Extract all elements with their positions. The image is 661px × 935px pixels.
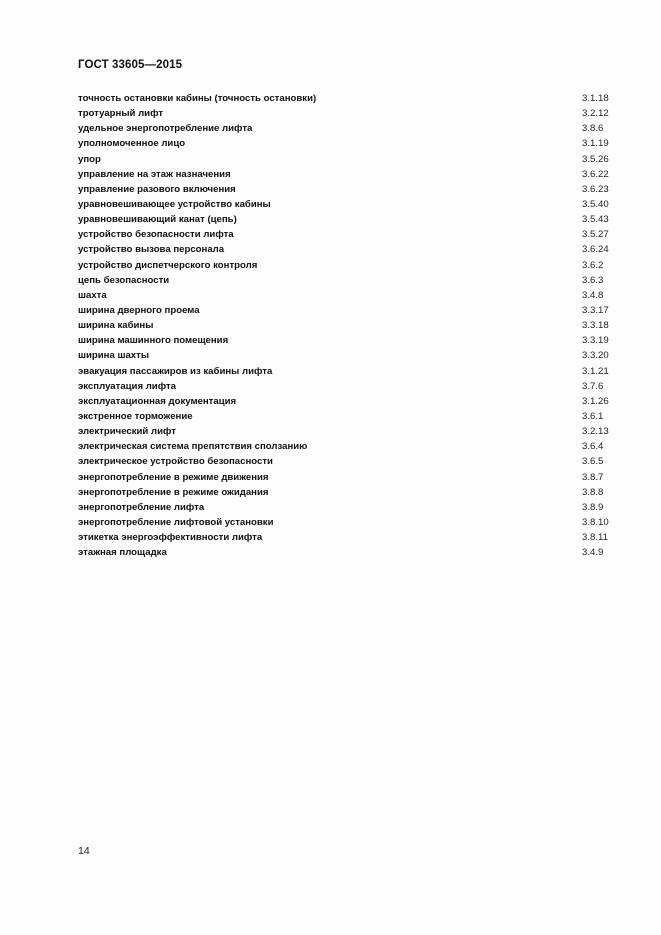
index-row: [78, 303, 618, 318]
index-row: [78, 545, 618, 560]
index-row: [78, 258, 618, 273]
index-term: этажная площадка: [78, 547, 167, 559]
index-ref: 3.8.11: [582, 532, 608, 544]
index-row: [78, 91, 618, 106]
index-row: [78, 439, 618, 454]
page-number: 14: [78, 845, 90, 857]
index-row: [78, 333, 618, 348]
index-row: [78, 470, 618, 485]
index-ref: 3.6.4: [582, 441, 604, 453]
index-ref: 3.6.2: [582, 259, 604, 271]
index-row: [78, 318, 618, 333]
index-ref: 3.1.18: [582, 93, 609, 104]
index-term: ширина машинного помещения: [78, 335, 229, 347]
index-row: [78, 485, 618, 500]
index-ref: 3.6.5: [582, 456, 604, 468]
index-ref: 3.5.27: [582, 229, 609, 241]
index-ref: 3.2.12: [582, 108, 609, 120]
index-row: [78, 530, 618, 545]
index-row: [78, 409, 618, 424]
index-ref: 3.6.1: [582, 410, 604, 422]
index-row: [78, 424, 618, 439]
index-ref: 3.1.19: [582, 138, 609, 150]
index-row: [78, 364, 618, 379]
index-ref: 3.4.8: [582, 289, 604, 301]
index-term: уравновешивающий канат (цепь): [78, 214, 237, 226]
index-row: [78, 212, 618, 227]
index-row: [78, 136, 618, 151]
index-term: удельное энергопотребление лифта: [78, 123, 253, 135]
index-ref: 3.4.9: [582, 547, 604, 559]
index-term: цепь безопасности: [78, 274, 170, 286]
index-ref: 3.6.3: [582, 274, 604, 286]
index-term: эвакуация пассажиров из кабины лифта: [78, 365, 273, 377]
index-term: точность остановки кабины (точность остановки): [78, 93, 317, 104]
index-ref: 3.6.22: [582, 168, 609, 180]
index-term: тротуарный лифт: [78, 108, 164, 120]
index-term: упор: [78, 153, 101, 165]
index-term: электрическая система препятствия сползанию: [78, 441, 308, 453]
index-term: устройство вызова персонала: [78, 244, 225, 256]
index-ref: 3.3.17: [582, 304, 609, 316]
index-ref: 3.3.20: [582, 350, 609, 362]
index-term: энергопотребление лифта: [78, 501, 205, 513]
index-ref: 3.8.8: [582, 486, 604, 498]
index-term: шахта: [78, 289, 107, 301]
alphabetical-index: [78, 91, 618, 560]
index-ref: 3.8.9: [582, 501, 604, 513]
index-ref: 3.5.43: [582, 214, 609, 226]
index-term: ширина кабины: [78, 320, 154, 332]
index-ref: 3.5.40: [582, 198, 609, 210]
index-ref: 3.8.6: [582, 123, 604, 135]
index-term: экстренное торможение: [78, 410, 193, 422]
index-term: управление разового включения: [78, 183, 236, 195]
index-term: управление на этаж назначения: [78, 168, 231, 180]
index-term: энергопотребление в режиме движения: [78, 471, 269, 483]
index-ref: 3.8.10: [582, 516, 609, 528]
index-term: энергопотребление в режиме ожидания: [78, 486, 269, 498]
index-row: [78, 515, 618, 530]
index-term: ширина шахты: [78, 350, 150, 362]
index-row: [78, 379, 618, 394]
index-term: уполномоченное лицо: [78, 138, 186, 150]
index-term: электрическое устройство безопасности: [78, 456, 273, 468]
index-row: [78, 106, 618, 121]
index-term: эксплуатационная документация: [78, 395, 237, 407]
index-ref: 3.3.18: [582, 320, 609, 332]
index-row: [78, 167, 618, 182]
index-row: [78, 152, 618, 167]
index-term: энергопотребление лифтовой установки: [78, 516, 274, 528]
index-ref: 3.1.21: [582, 365, 609, 377]
index-ref: 3.7.6: [582, 380, 604, 392]
index-term: эксплуатация лифта: [78, 380, 177, 392]
index-ref: 3.2.13: [582, 426, 609, 438]
index-row: [78, 227, 618, 242]
index-row: [78, 454, 618, 469]
index-ref: 3.6.24: [582, 244, 609, 256]
index-row: [78, 348, 618, 363]
index-row: [78, 182, 618, 197]
index-term: устройство диспетчерского контроля: [78, 259, 258, 271]
index-row: [78, 500, 618, 515]
index-row: [78, 197, 618, 212]
index-ref: 3.5.26: [582, 153, 609, 165]
index-row: [78, 394, 618, 409]
index-row: [78, 121, 618, 136]
index-row: [78, 242, 618, 257]
index-ref: 3.6.23: [582, 183, 609, 195]
document-header: ГОСТ 33605—2015: [78, 59, 183, 71]
index-row: [78, 273, 618, 288]
index-term: электрический лифт: [78, 426, 176, 438]
index-term: устройство безопасности лифта: [78, 229, 234, 241]
index-term: ширина дверного проема: [78, 304, 200, 316]
index-row: [78, 288, 618, 303]
index-term: уравновешивающее устройство кабины: [78, 198, 271, 210]
index-ref: 3.3.19: [582, 335, 609, 347]
index-ref: 3.8.7: [582, 471, 604, 483]
index-ref: 3.1.26: [582, 395, 609, 407]
index-term: этикетка энергоэффективности лифта: [78, 532, 263, 544]
